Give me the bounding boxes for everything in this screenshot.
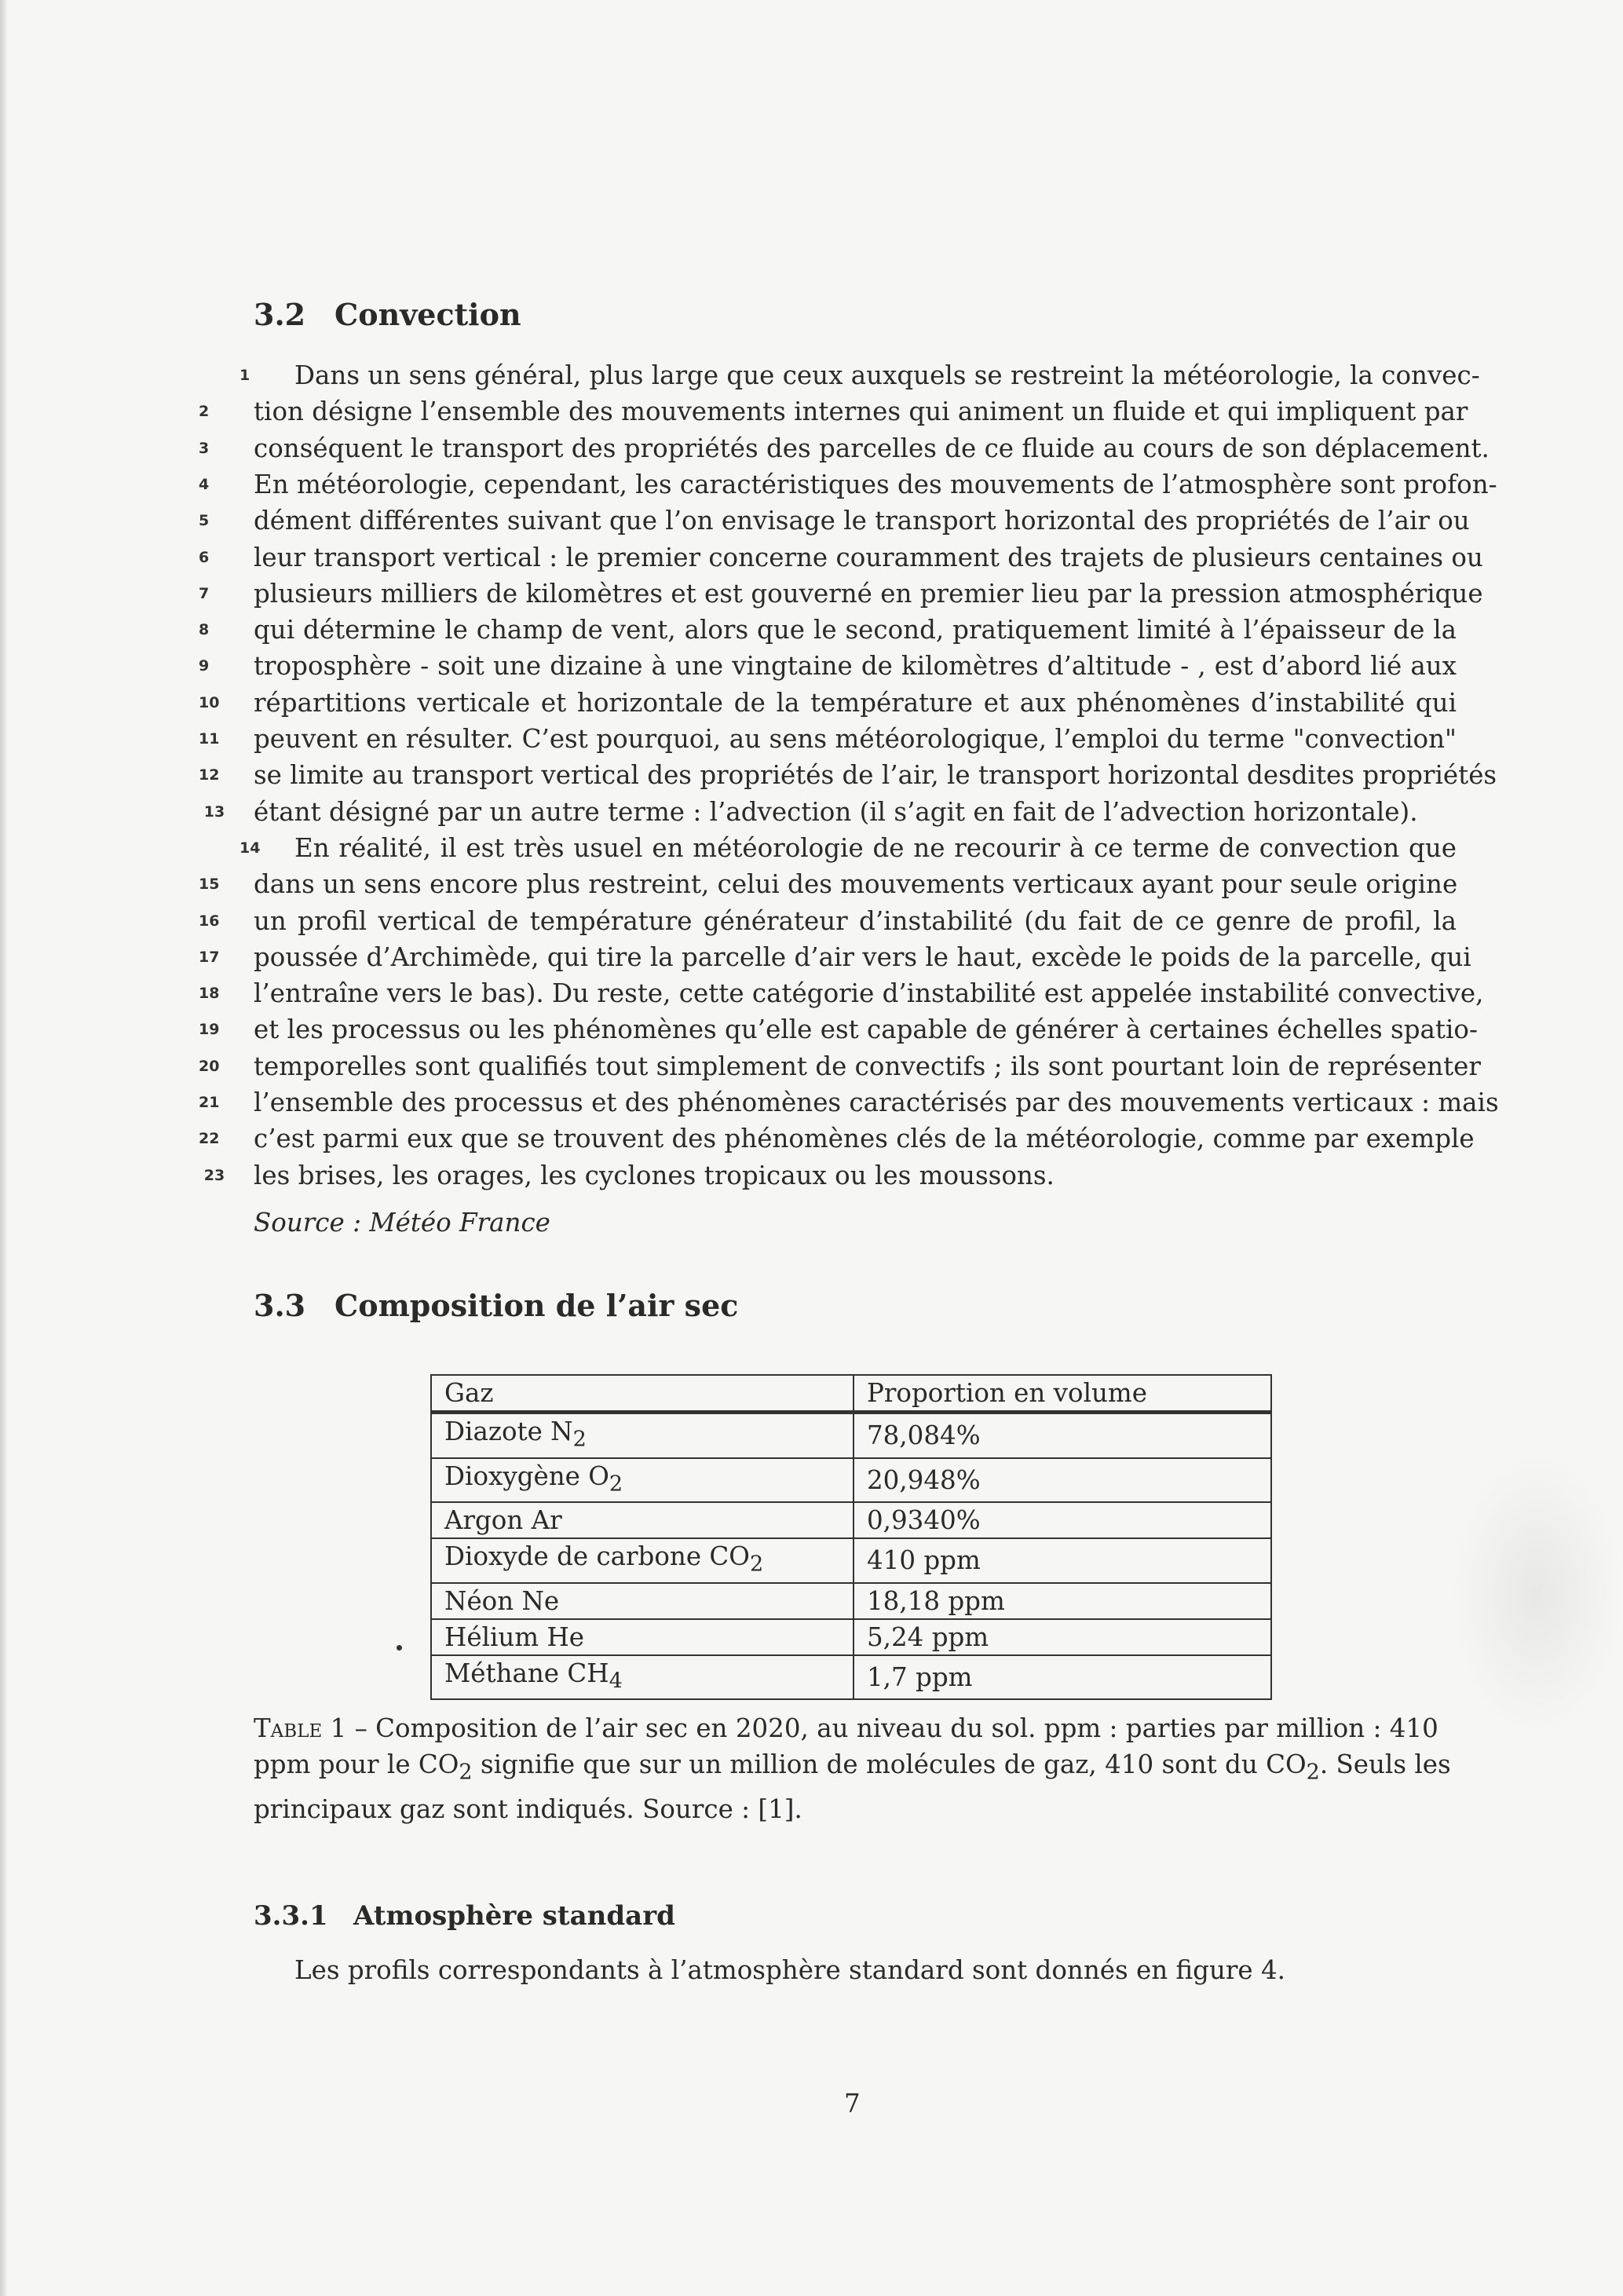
section-heading-3-3-1 bbox=[254, 1900, 675, 1932]
caption-subscript-1: 2 bbox=[459, 1760, 473, 1785]
line-number: 21 bbox=[199, 1094, 220, 1111]
line-number: 9 bbox=[199, 657, 210, 675]
caption-text-1: Composition de l’air sec en 2020, au niveau du sol. ppm : parties par million : 410 ppm pour le CO bbox=[254, 1713, 1438, 1779]
gas-proportion-cell: 410 ppm bbox=[854, 1538, 1271, 1583]
section-title: Convection bbox=[334, 297, 521, 332]
table-row bbox=[431, 1655, 1271, 1700]
gas-name-cell bbox=[431, 1538, 854, 1583]
line-number: 4 bbox=[199, 475, 210, 493]
line-text: plusieurs milliers de kilomètres et est gouverné en premier lieu par la pression atmosphérique bbox=[254, 578, 1483, 609]
line-number: 22 bbox=[199, 1130, 220, 1148]
table-row bbox=[431, 1583, 1271, 1619]
text-line bbox=[199, 1121, 1475, 1157]
line-number: 7 bbox=[199, 584, 210, 602]
table-header-gas: Gaz bbox=[431, 1375, 854, 1413]
section-number: 3.2 bbox=[254, 297, 306, 332]
line-number: 14 bbox=[239, 839, 261, 857]
text-line bbox=[199, 975, 1484, 1011]
text-line bbox=[199, 685, 1457, 721]
section-title: Atmosphère standard bbox=[353, 1900, 675, 1932]
section-heading-3-2 bbox=[254, 297, 521, 332]
line-text: et les processus ou les phénomènes qu’elle est capable de générer à certaines échelles spatio- bbox=[254, 1015, 1478, 1045]
line-text: l’entraîne vers le bas). Du reste, cette catégorie d’instabilité est appelée instabilité convective, bbox=[254, 978, 1484, 1009]
gas-subscript: 2 bbox=[572, 1427, 587, 1452]
line-number: 13 bbox=[203, 803, 225, 821]
line-text: poussée d’Archimède, qui tire la parcelle d’air vers le haut, excède le poids de la parcelle, qui bbox=[254, 941, 1471, 972]
line-number: 1 bbox=[239, 367, 250, 384]
text-line bbox=[239, 830, 1457, 866]
line-number: 20 bbox=[199, 1057, 220, 1075]
line-text: étant désigné par un autre terme : l’advection (il s’agit en fait de l’advection horizontale). bbox=[254, 796, 1418, 827]
text-line bbox=[239, 357, 1480, 393]
scan-smudge bbox=[1450, 1453, 1623, 1735]
table-caption bbox=[254, 1710, 1457, 1827]
line-number: 12 bbox=[199, 766, 220, 784]
line-text: dément différentes suivant que l’on envisage le transport horizontal des propriétés de l’air ou bbox=[254, 506, 1470, 536]
table-row bbox=[431, 1458, 1271, 1503]
text-line bbox=[199, 430, 1490, 466]
line-text: un profil vertical de température générateur d’instabilité (du fait de ce genre de profil, la bbox=[254, 905, 1457, 936]
line-number: 3 bbox=[199, 439, 210, 457]
gas-name: Argon Ar bbox=[444, 1505, 562, 1535]
gas-name-cell bbox=[431, 1413, 854, 1458]
line-text: qui détermine le champ de vent, alors que le second, pratiquement limité à l’épaisseur de la bbox=[254, 615, 1457, 645]
text-line bbox=[199, 757, 1497, 793]
text-line bbox=[203, 1157, 1457, 1194]
line-number: 11 bbox=[199, 730, 220, 748]
line-number: 23 bbox=[203, 1166, 225, 1184]
table-row bbox=[431, 1413, 1271, 1458]
line-text: temporelles sont qualifiés tout simplement de convectifs ; ils sont pourtant loin de représenter bbox=[254, 1051, 1481, 1081]
line-number: 16 bbox=[199, 912, 220, 930]
gas-composition-table bbox=[430, 1374, 1272, 1700]
line-number: 2 bbox=[199, 403, 210, 421]
gas-name: Diazote N bbox=[444, 1417, 573, 1446]
line-number: 15 bbox=[199, 876, 220, 894]
gas-name-cell bbox=[431, 1655, 854, 1700]
caption-subscript-2: 2 bbox=[1306, 1760, 1320, 1785]
gas-proportion-cell: 18,18 ppm bbox=[854, 1583, 1271, 1619]
caption-text-2: signifie que sur un million de molécules de gaz, 410 sont du CO bbox=[472, 1749, 1307, 1779]
line-text: Dans un sens général, plus large que ceux auxquels se restreint la météorologie, la convec- bbox=[294, 360, 1480, 390]
gas-name-cell bbox=[431, 1458, 854, 1503]
line-text: leur transport vertical : le premier concerne couramment des trajets de plusieurs centaines ou bbox=[254, 542, 1483, 572]
gas-name-cell bbox=[431, 1502, 854, 1538]
scan-speck bbox=[397, 1645, 402, 1651]
gas-subscript: 2 bbox=[609, 1472, 623, 1496]
table-row bbox=[431, 1619, 1271, 1655]
line-number: 5 bbox=[199, 512, 210, 530]
line-text: se limite au transport vertical des propriétés de l’air, le transport horizontal desdites propriétés bbox=[254, 760, 1497, 791]
line-text: dans un sens encore plus restreint, celui des mouvements verticaux ayant pour seule origine bbox=[254, 869, 1458, 900]
line-text: c’est parmi eux que se trouvent des phénomènes clés de la météorologie, comme par exemple bbox=[254, 1124, 1475, 1154]
gas-name: Dioxygène O bbox=[444, 1461, 609, 1491]
gas-subscript: 4 bbox=[609, 1669, 623, 1693]
table-header-row bbox=[431, 1375, 1271, 1413]
text-line bbox=[199, 503, 1470, 539]
line-text: l’ensemble des processus et des phénomènes caractérisés par des mouvements verticaux : mais bbox=[254, 1088, 1499, 1117]
line-text: peuvent en résulter. C’est pourquoi, au sens météorologique, l’emploi du terme "convection" bbox=[254, 724, 1457, 754]
line-text: En météorologie, cependant, les caractéristiques des mouvements de l’atmosphère sont profon- bbox=[254, 469, 1497, 499]
gas-proportion-cell: 1,7 ppm bbox=[854, 1655, 1271, 1700]
line-text: conséquent le transport des propriétés des parcelles de ce fluide au cours de son déplacement. bbox=[254, 433, 1490, 463]
text-line bbox=[199, 721, 1457, 757]
text-line bbox=[199, 866, 1458, 902]
gas-name: Hélium He bbox=[444, 1621, 585, 1652]
page-number: 7 bbox=[844, 2089, 861, 2119]
text-line bbox=[199, 576, 1483, 612]
line-text: troposphère - soit une dizaine à une vingtaine de kilomètres d’altitude - , est d’abord lié aux bbox=[254, 651, 1457, 682]
gas-name-cell bbox=[431, 1583, 854, 1619]
table-row bbox=[431, 1502, 1271, 1538]
gas-name: Néon Ne bbox=[444, 1585, 560, 1616]
gas-proportion-cell: 78,084% bbox=[854, 1413, 1271, 1458]
line-number: 18 bbox=[199, 985, 220, 1003]
line-text: En réalité, il est très usuel en météorologie de ne recourir à ce terme de convection que bbox=[294, 832, 1457, 863]
line-number: 8 bbox=[199, 621, 210, 639]
line-text: répartitions verticale et horizontale de la température et aux phénomènes d’instabilité qui bbox=[254, 687, 1457, 718]
gas-subscript: 2 bbox=[749, 1552, 764, 1577]
text-line bbox=[203, 794, 1457, 830]
text-line bbox=[199, 648, 1457, 684]
gas-proportion-cell: 20,948% bbox=[854, 1458, 1271, 1503]
caption-text-3: . Seuls les principaux gaz sont indiqués. Source : [1]. bbox=[254, 1749, 1451, 1824]
text-line bbox=[199, 1011, 1478, 1047]
line-number: 19 bbox=[199, 1021, 220, 1039]
line-text: les brises, les orages, les cyclones tropicaux ou les moussons. bbox=[254, 1160, 1055, 1190]
standard-atmosphere-text: Les profils correspondants à l’atmosphère standard sont donnés en figure 4. bbox=[294, 1955, 1286, 1985]
gas-name: Dioxyde de carbone CO bbox=[444, 1541, 750, 1571]
gas-proportion-cell: 0,9340% bbox=[854, 1502, 1271, 1538]
text-line bbox=[199, 1048, 1481, 1084]
line-text: tion désigne l’ensemble des mouvements internes qui animent un fluide et qui impliquent par bbox=[254, 397, 1468, 427]
section-number: 3.3.1 bbox=[254, 1900, 328, 1932]
gas-proportion-cell: 5,24 ppm bbox=[854, 1619, 1271, 1655]
gas-name: Méthane CH bbox=[444, 1658, 609, 1688]
text-line bbox=[199, 466, 1497, 503]
gas-name-cell bbox=[431, 1619, 854, 1655]
text-line bbox=[199, 393, 1468, 430]
line-number: 6 bbox=[199, 548, 210, 566]
table-header-proportion: Proportion en volume bbox=[854, 1375, 1271, 1413]
source-citation: Source : Météo France bbox=[254, 1208, 550, 1238]
text-line bbox=[199, 539, 1483, 576]
caption-label: Table 1 – bbox=[254, 1713, 367, 1743]
table-row bbox=[431, 1538, 1271, 1583]
text-line bbox=[199, 612, 1457, 648]
line-number: 17 bbox=[199, 948, 220, 966]
section-heading-3-3 bbox=[254, 1288, 738, 1323]
line-number: 10 bbox=[199, 693, 220, 711]
section-title: Composition de l’air sec bbox=[334, 1288, 739, 1323]
text-line bbox=[199, 903, 1457, 939]
text-line bbox=[199, 1084, 1499, 1121]
section-number: 3.3 bbox=[254, 1288, 306, 1323]
scan-edge bbox=[0, 0, 8, 2296]
text-line bbox=[199, 939, 1471, 975]
gas-composition-table-wrapper bbox=[430, 1374, 1272, 1700]
